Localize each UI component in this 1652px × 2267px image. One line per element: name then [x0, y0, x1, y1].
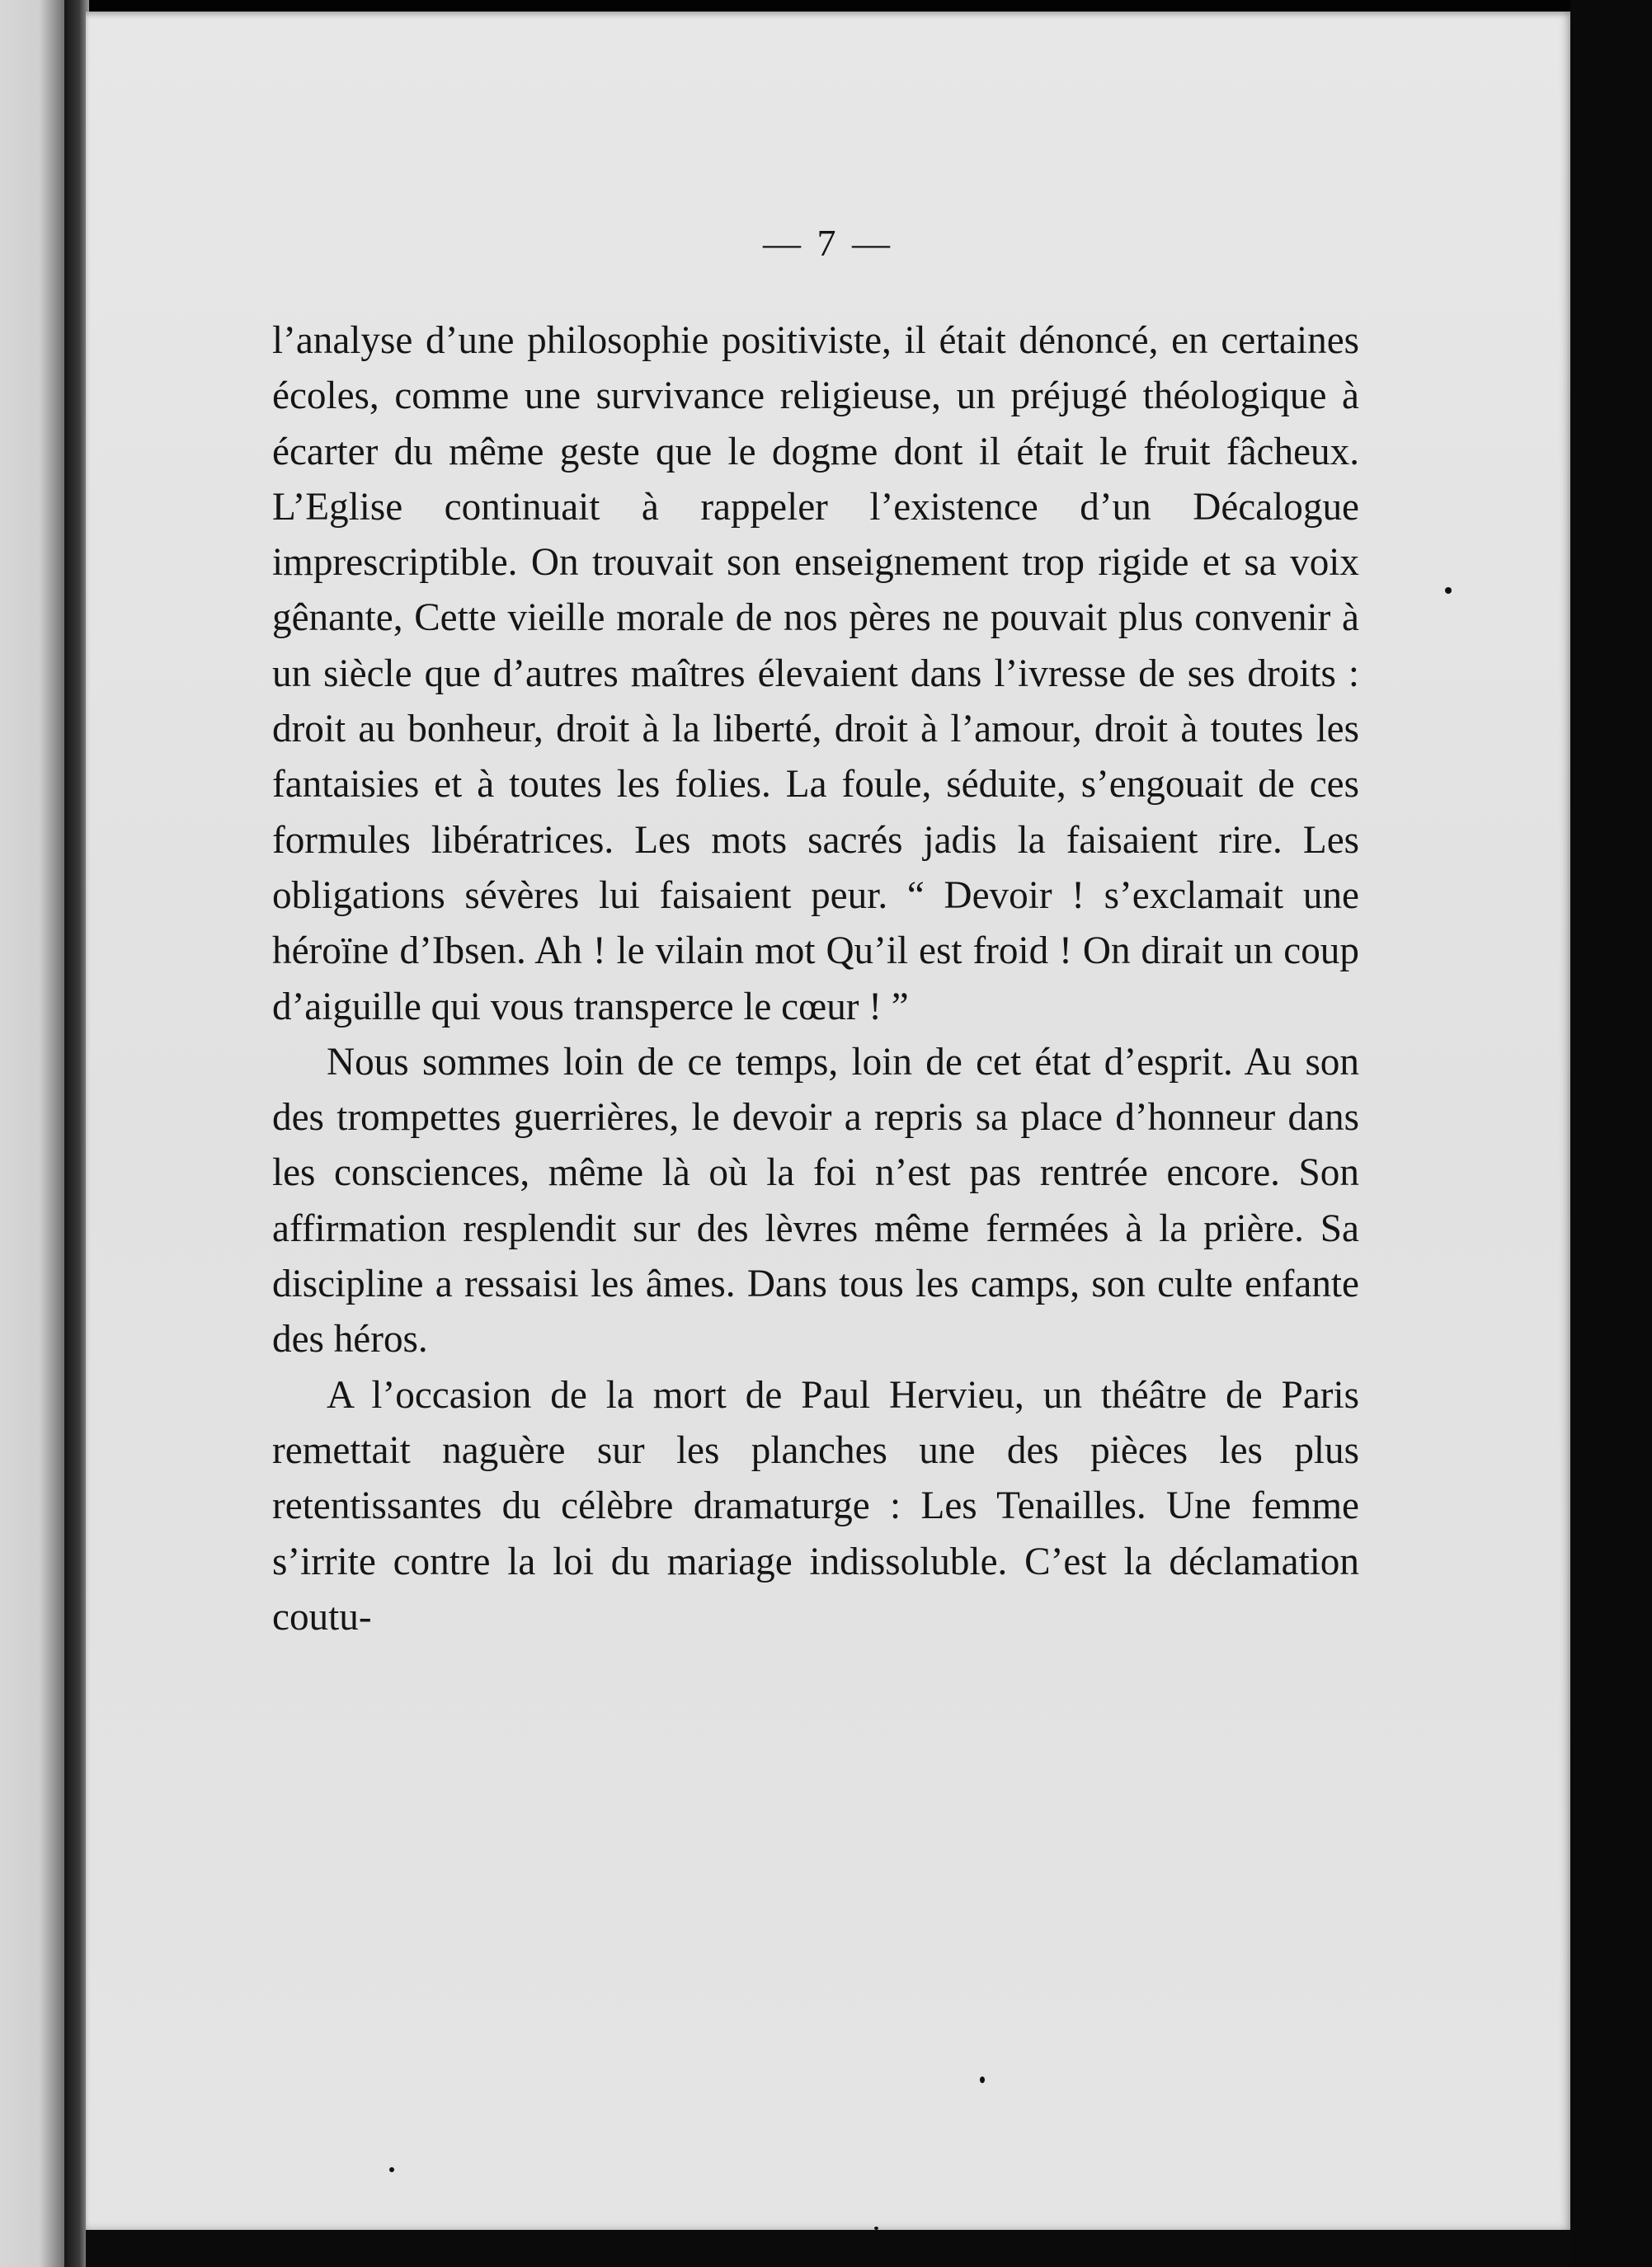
- scan-border-bottom: [86, 2230, 1570, 2267]
- paragraph-2: Nous sommes loin de ce temps, loin de cet état d’esprit. Au son des trompettes guerrières, le devoir a repris sa place d’honneur dans les consciences, même là où la foi n’est pas rentrée encore. Son affirmation resplendit sur des lèvres même fermées à la prière. Sa discipline a ressaisi les âmes. Dans tous les camps, son culte enfante des héros.: [272, 1040, 1359, 1362]
- dust-speck: [874, 2227, 878, 2230]
- dust-speck: [389, 2167, 394, 2172]
- body-text: [272, 313, 1359, 1645]
- scan-border-right: [1570, 0, 1652, 2267]
- previous-page-edge: [0, 0, 66, 2267]
- paragraph-1: l’analyse d’une philosophie positiviste, il était dénoncé, en certaines écoles, comme une survivance religieuse, un préjugé théologique à écarter du même geste que le dogme dont il était le fruit fâcheux. L’Eglise continuait à rappeler l’existence d’un Décalogue imprescriptible. On trouvait son enseignement trop rigide et sa voix gênante, Cette vieille morale de nos pères ne pouvait plus convenir à un siècle que d’autres maîtres élevaient dans l’ivresse de ses droits : droit au bonheur, droit à la liberté, droit à l’amour, droit à toutes les fantaisies et à toutes les folies. La foule, séduite, s’engouait de ces formules libératrices. Les mots sacrés jadis la faisaient rire. Les obligations sévères lui faisaient peur. “ Devoir ! s’exclamait une héroïne d’Ibsen. Ah ! le vilain mot Qu’il est froid ! On dirait un coup d’aiguille qui vous transperce le cœur ! ”: [272, 319, 1359, 1028]
- dust-speck: [1445, 587, 1452, 594]
- page-number: — 7 —: [763, 222, 893, 264]
- paragraph-3: A l’occasion de la mort de Paul Hervieu, un théâtre de Paris remettait naguère sur les planches une des pièces les plus retentissantes du célèbre dramaturge : Les Tenailles. Une femme s’irrite contre la loi du mariage indissoluble. C’est la déclamation coutu-: [272, 1373, 1359, 1639]
- dust-speck: [980, 2077, 985, 2083]
